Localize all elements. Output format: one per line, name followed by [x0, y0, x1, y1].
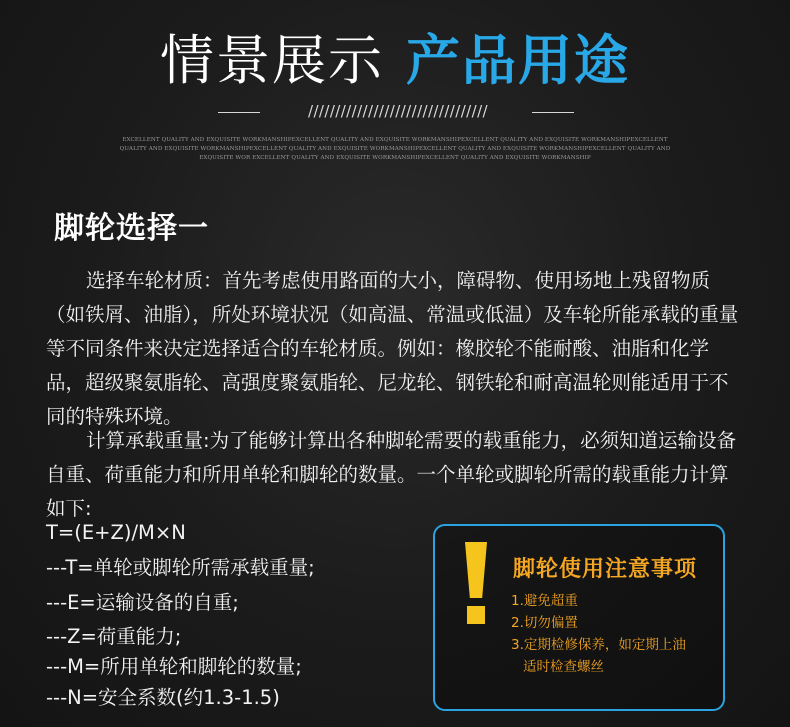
slash-decoration: /////////////////////////////////: [308, 102, 488, 120]
notice-list: [511, 590, 721, 678]
title-decoration: [0, 100, 790, 124]
fine-print-tagline: EXCELLENT QUALITY AND EXQUISITE WORKMANSHIPEXCELLENT QUALITY AND EXQUISITE WORKMANSHIPEXCELLENT QUALITY AND EXQUISITE WORKMANSHIPEXCELLENT QUALITY AND EXQUISITE WORKMANSHIPEXCELLENT QUALITY AND EXQUISITE WORKMANSHIPEXCELLENT QUALITY AND EXQUISITE WORKMANSHIPEXCELLENT QUALITY AND EXQUISITE WOR EXCELLENT QUALITY AND EXQUISITE WORKMANSHIPEXCELLENT QUALITY AND EXQUISITE WORKMANSHIP: [119, 137, 671, 161]
formula-e: ---E=运输设备的自重;: [46, 591, 239, 614]
divider-right: [532, 112, 574, 113]
notice-item-continuation: 适时检查螺丝: [523, 659, 604, 675]
exclamation-bar: [465, 542, 487, 598]
formula-m: ---M=所用单轮和脚轮的数量;: [46, 655, 302, 678]
notice-item: 2.切勿偏置: [511, 615, 578, 631]
title-blue-part: 产品用途: [406, 29, 630, 92]
formula-t: ---T=单轮或脚轮所需承载重量;: [46, 556, 315, 579]
exclamation-dot: [467, 606, 485, 624]
notice-item: [511, 634, 721, 678]
paragraph-load: 计算承载重量:为了能够计算出各种脚轮需要的载重能力，必须知道运输设备自重、荷重能力和所用单轮和脚轮的数量。一个单轮或脚轮所需的载重能力计算如下:: [46, 429, 737, 520]
notice-item: 1.避免超重: [511, 593, 578, 609]
paragraph-material: 选择车轮材质：首先考虑使用路面的大小，障碍物、使用场地上残留物质（如铁屑、油脂），所处环境状况（如高温、常温或低温）及车轮所能承载的重量等不同条件来决定选择适合的车轮材质。例如：橡胶轮不能耐酸、油脂和化学品，超级聚氨脂轮、高强度聚氨脂轮、尼龙轮、钢铁轮和耐高温轮则能适用于不同的特殊环境。: [46, 269, 739, 428]
page-title: [0, 28, 790, 94]
section-title: 脚轮选择一: [54, 211, 209, 246]
formula-main: T=(E+Z)/M×N: [46, 521, 186, 544]
title-white-part: 情景展示: [160, 29, 384, 92]
divider-left: [218, 112, 260, 113]
formula-n: ---N=安全系数(约1.3-1.5): [46, 686, 280, 709]
notice-title: 脚轮使用注意事项: [513, 557, 698, 582]
notice-item-text: 3.定期检修保养，如定期上油: [511, 637, 686, 653]
notice-box: [433, 524, 725, 711]
formula-z: ---Z=荷重能力;: [46, 625, 182, 648]
